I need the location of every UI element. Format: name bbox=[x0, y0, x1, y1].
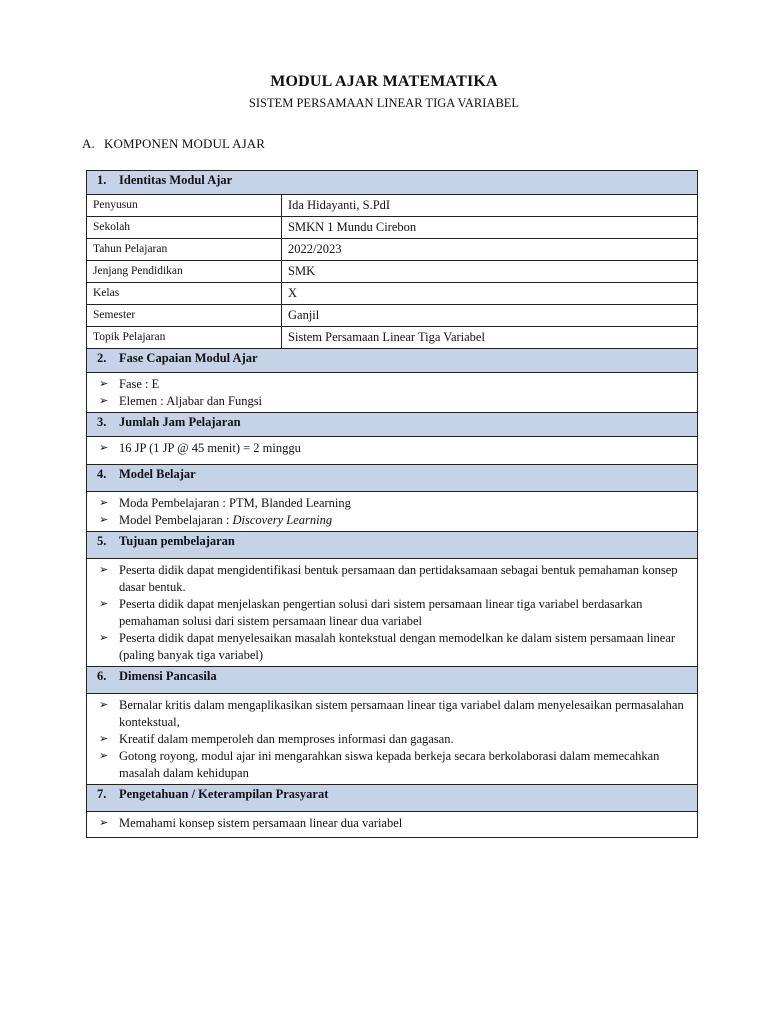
info-row-sekolah bbox=[87, 217, 698, 239]
section-title: Pengetahuan / Keterampilan Prasyarat bbox=[119, 787, 329, 801]
list-item: ➢ Elemen : Aljabar dan Fungsi bbox=[99, 394, 263, 408]
info-value: SMK bbox=[282, 261, 698, 283]
section-number: 6. bbox=[97, 669, 107, 683]
section-body-jumlah-jam bbox=[87, 437, 698, 465]
arrowhead-bullet-icon: ➢ bbox=[99, 733, 109, 745]
info-label: Sekolah bbox=[87, 217, 282, 239]
list-item: ➢ Memahami konsep sistem persamaan linear dua variabel bbox=[99, 816, 403, 830]
arrowhead-bullet-icon: ➢ bbox=[99, 699, 109, 711]
section-header-model-belajar bbox=[87, 465, 698, 492]
section-letter: A. bbox=[82, 136, 95, 151]
section-header-fase-capaian bbox=[87, 349, 698, 373]
arrowhead-bullet-icon: ➢ bbox=[99, 598, 109, 610]
info-label: Jenjang Pendidikan bbox=[87, 261, 282, 283]
info-value: X bbox=[282, 283, 698, 305]
document-subtitle: SISTEM PERSAMAAN LINEAR TIGA VARIABEL bbox=[248, 96, 520, 110]
section-header-jumlah-jam bbox=[87, 413, 698, 437]
section-number: 7. bbox=[97, 787, 107, 801]
list-item: ➢ Peserta didik dapat menjelaskan pengertian solusi dari sistem persamaan linear tiga variabel berdasarkan pemahaman solusi dari sistem persamaan linear dua variabel bbox=[99, 597, 643, 628]
section-header-tujuan bbox=[87, 532, 698, 559]
list-item: ➢ Peserta didik dapat mengidentifikasi bentuk persamaan dan pertidaksamaan sebagai bentuk pemahaman konsep dasar bentuk. bbox=[99, 563, 678, 594]
list-item: ➢ Kreatif dalam memperoleh dan memproses informasi dan gagasan. bbox=[99, 732, 454, 746]
section-label: KOMPONEN MODUL AJAR bbox=[104, 136, 266, 151]
section-body-prasyarat bbox=[87, 812, 698, 838]
list-item: ➢ Moda Pembelajaran : PTM, Blanded Learning bbox=[99, 496, 351, 510]
section-body-model-belajar bbox=[87, 492, 698, 532]
modul-table bbox=[86, 170, 698, 838]
section-number: 1. bbox=[97, 173, 107, 187]
info-value: Ida Hidayanti, S.PdI bbox=[282, 195, 698, 217]
arrowhead-bullet-icon: ➢ bbox=[99, 395, 109, 407]
info-label: Topik Pelajaran bbox=[87, 327, 282, 349]
info-label: Semester bbox=[87, 305, 282, 327]
list-item: ➢ Bernalar kritis dalam mengaplikasikan sistem persamaan linear tiga variabel dalam menyelesaikan permasalahan kontekstual, bbox=[99, 698, 684, 729]
arrowhead-bullet-icon: ➢ bbox=[99, 564, 109, 576]
arrowhead-bullet-icon: ➢ bbox=[99, 442, 109, 454]
list-item: ➢ Gotong royong, modul ajar ini mengarahkan siswa kepada berkeja secara berkolaborasi dalam memecahkan masalah dalam kehidupan bbox=[99, 749, 660, 780]
section-title: Dimensi Pancasila bbox=[119, 669, 217, 683]
info-row-kelas bbox=[87, 283, 698, 305]
document-title: MODUL AJAR MATEMATIKA bbox=[270, 73, 498, 90]
section-header-dimensi-pancasila bbox=[87, 667, 698, 694]
arrowhead-bullet-icon: ➢ bbox=[99, 497, 109, 509]
section-title: Fase Capaian Modul Ajar bbox=[119, 351, 258, 365]
section-body-dimensi-pancasila bbox=[87, 694, 698, 785]
section-number: 4. bbox=[97, 467, 107, 481]
info-row-semester bbox=[87, 305, 698, 327]
section-header-prasyarat bbox=[87, 785, 698, 812]
section-number: 3. bbox=[97, 415, 107, 429]
info-value: Sistem Persamaan Linear Tiga Variabel bbox=[282, 327, 698, 349]
info-value: Ganjil bbox=[282, 305, 698, 327]
section-number: 5. bbox=[97, 534, 107, 548]
info-row-jenjang bbox=[87, 261, 698, 283]
arrowhead-bullet-icon: ➢ bbox=[99, 514, 109, 526]
section-title: Jumlah Jam Pelajaran bbox=[119, 415, 241, 429]
info-row-penyusun bbox=[87, 195, 698, 217]
section-heading bbox=[82, 136, 265, 152]
section-body-tujuan bbox=[87, 559, 698, 667]
info-label: Penyusun bbox=[87, 195, 282, 217]
arrowhead-bullet-icon: ➢ bbox=[99, 378, 109, 390]
list-item: ➢ 16 JP (1 JP @ 45 menit) = 2 minggu bbox=[99, 441, 301, 455]
info-value: SMKN 1 Mundu Cirebon bbox=[282, 217, 698, 239]
list-item: ➢ Fase : E bbox=[99, 377, 160, 391]
arrowhead-bullet-icon: ➢ bbox=[99, 632, 109, 644]
list-item: ➢ Peserta didik dapat menyelesaikan masalah kontekstual dengan memodelkan ke dalam sistem persamaan linear (paling banyak tiga variabel) bbox=[99, 631, 676, 662]
section-header-identitas bbox=[87, 171, 698, 195]
info-label: Tahun Pelajaran bbox=[87, 239, 282, 261]
info-row-topik bbox=[87, 327, 698, 349]
section-title: Model Belajar bbox=[119, 467, 196, 481]
info-label: Kelas bbox=[87, 283, 282, 305]
arrowhead-bullet-icon: ➢ bbox=[99, 750, 109, 762]
section-body-fase-capaian bbox=[87, 373, 698, 413]
section-title: Tujuan pembelajaran bbox=[119, 534, 235, 548]
section-number: 2. bbox=[97, 351, 107, 365]
arrowhead-bullet-icon: ➢ bbox=[99, 817, 109, 829]
info-value: 2022/2023 bbox=[282, 239, 698, 261]
section-title: Identitas Modul Ajar bbox=[119, 173, 233, 187]
info-row-tahun-pelajaran bbox=[87, 239, 698, 261]
list-item: ➢ Model Pembelajaran : Discovery Learning bbox=[99, 513, 333, 527]
